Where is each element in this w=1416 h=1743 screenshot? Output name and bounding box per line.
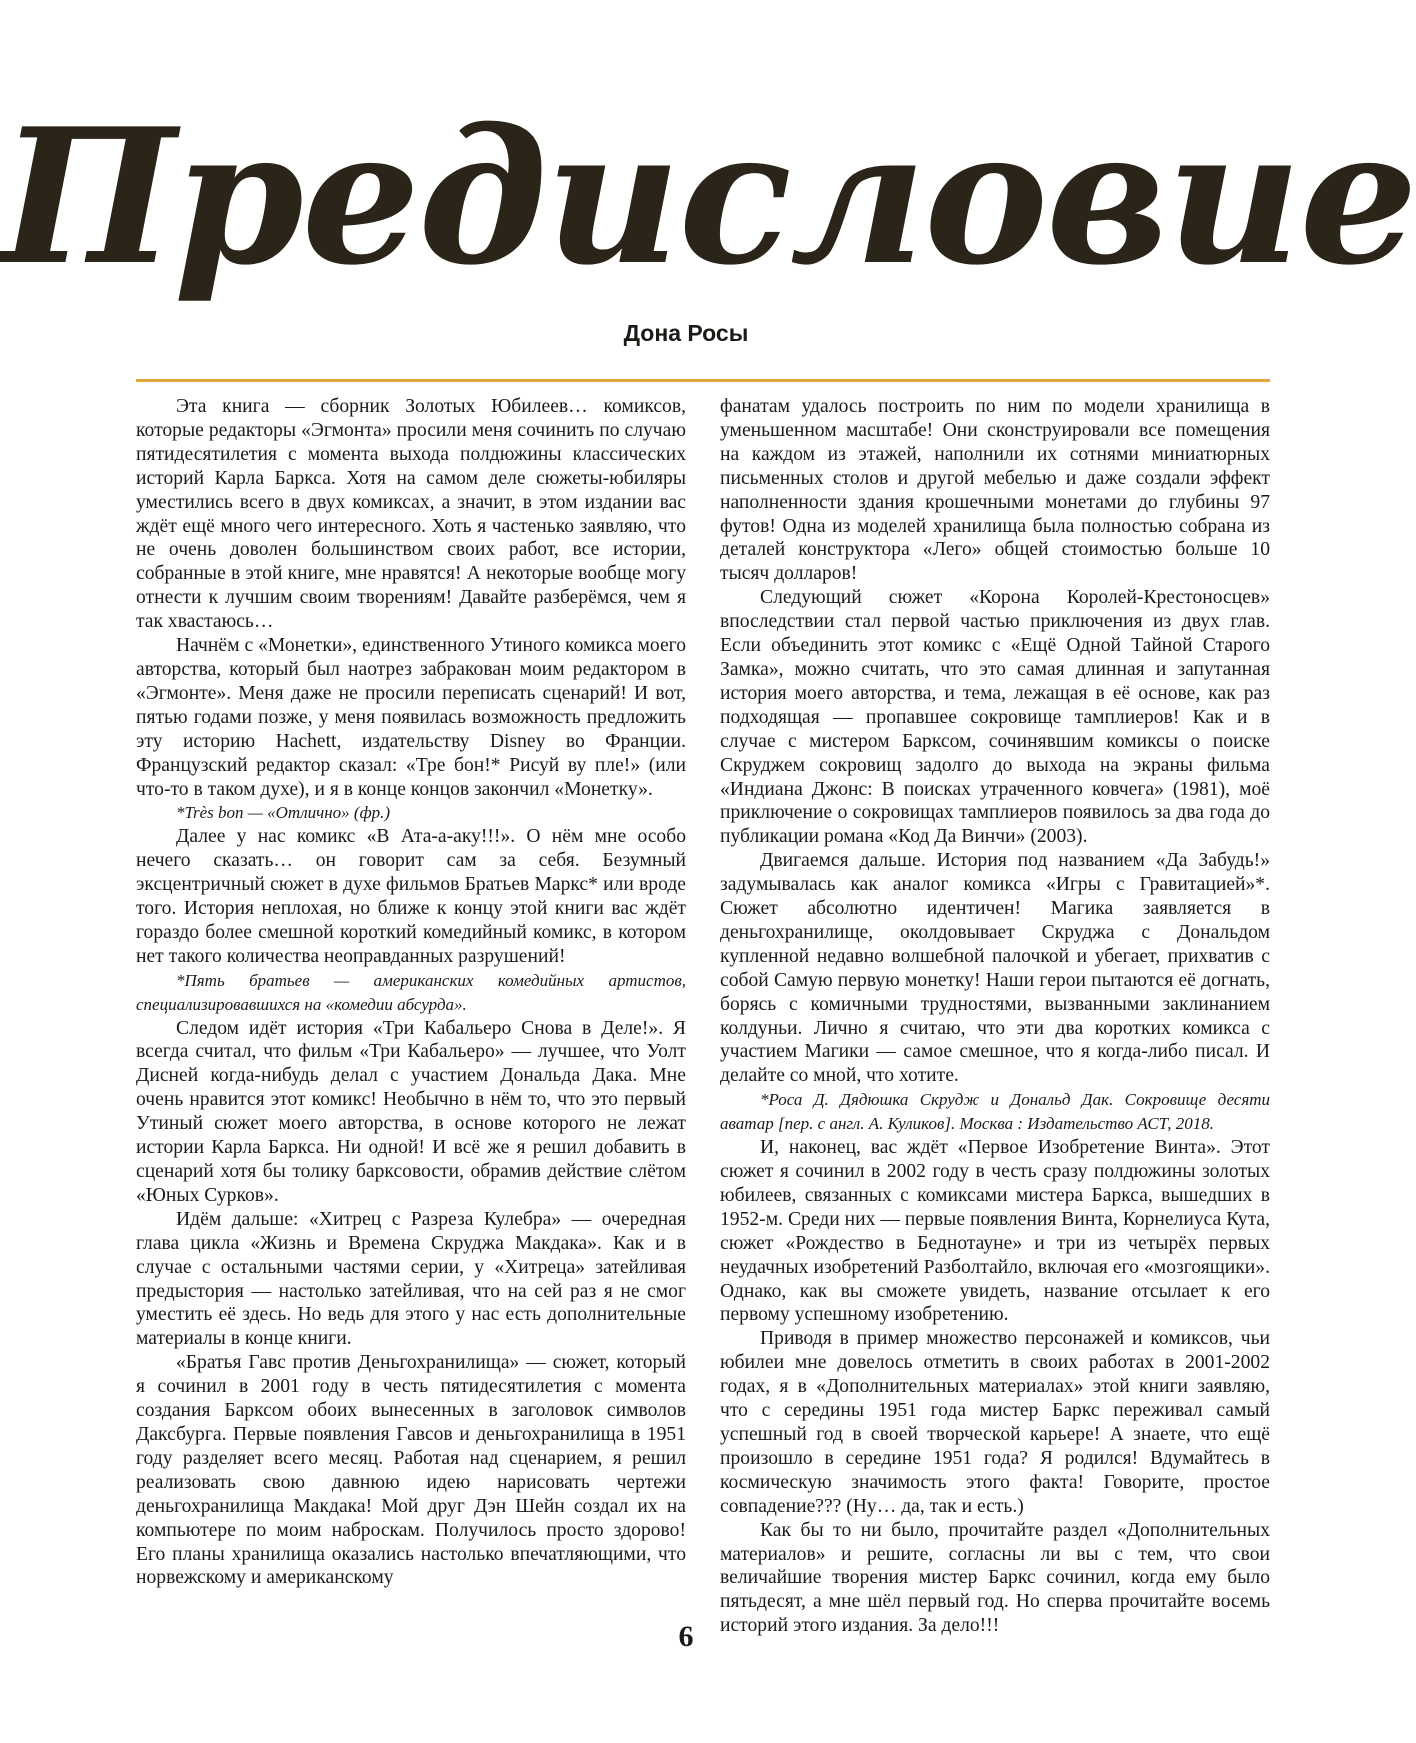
paragraph: Следом идёт история «Три Кабальеро Снова в Деле!». Я всегда считал, что фильм «Три Кабальеро» — лучшее, что Уолт Дисней когда-нибудь делал с участием Дональда Дака. Мне очень нравится этот комикс! Необычно в нём то, что это первый Утиный сюжет моего авторства, в основе которого не лежат истории Карла Баркса. Ни одной! И всё же я решил добавить в сценарий хотя бы толику барксовости, обрамив действие слётом «Юных Сурков». bbox=[136, 1017, 686, 1206]
paragraph: «Братья Гавс против Деньгохранилища» — сюжет, который я сочинил в 2001 году в честь пятидесятилетия с момента создания Барксом обоих вынесенных в заголовок символов Даксбурга. Первые появления Гавсов и деньгохранилища в 1951 году разделяет всего месяц. Работая над сценарием, я решил реализовать свою давнюю идею нарисовать чертежи деньгохранилища Макдака! Мой друг Дэн Шейн создал их на компьютере по моим наброскам. Получилось просто здорово! Его планы хранилища оказались настолько впечатляющими, что норвежскому и американскому bbox=[136, 1352, 686, 1589]
paragraph: Эта книга — сборник Золотых Юбилеев… комиксов, которые редакторы «Эгмонта» просили меня сочинить по случаю пятидесятилетия с момента выхода полдюжины классических историй Карла Баркса. Хотя на самом деле сюжеты-юбиляры уместились всего в двух комиксах, а значит, в этом издании вас ждёт ещё много чего интересного. Хоть я частенько заявляю, что не очень доволен большинством своих работ, все истории, собранные в этой книге, мне нравятся! А некоторые вообще могу отнести к лучшим своим творениям! Давайте разберёмся, чем я так хвастаюсь… bbox=[136, 396, 686, 633]
paragraph: Начнём с «Монетки», единственного Утиного комикса моего авторства, который был наотрез забракован моим редактором в «Эгмонте». Меня даже не просили переписать сценарий! И вот, пятью годами позже, у меня появилась возможность предложить эту историю Hachett, издательству Disney во Франции. Французский редактор сказал: «Тре бон!* Рисуй ву пле!» (или что-то в таком духе), и я в конце концов закончил «Монетку». bbox=[136, 635, 686, 800]
paragraph: Далее у нас комикс «В Ата-а-аку!!!». О нём мне особо нечего сказать… он говорит сам за себя. Безумный эксцентричный сюжет в духе фильмов Братьев Маркс* или вроде того. История неплохая, но ближе к концу этой книги вас ждёт гораздо более смешной короткий комедийный комикс, в котором нет такого количества неоправданных разрушений! bbox=[136, 826, 686, 967]
footnote: *Пять братьев — американских комедийных артистов, специализировавшихся на «комедии абсурда». bbox=[136, 970, 686, 1014]
footnote: *Très bon — «Отлично» (фр.) bbox=[176, 803, 391, 823]
title-divider bbox=[136, 379, 1270, 382]
paragraph: Следующий сюжет «Корона Королей-Крестоносцев» впоследствии стал первой частью приключения из двух глав. Если объединить этот комикс с «Ещё Одной Тайной Старого Замка», можно считать, что это самая длинная и запутанная история моего авторства, и тема, лежащая в её основе, как раз подходящая — пропавшее сокровище тамплиеров! Как и в случае с мистером Барксом, сочинявшим комиксы о поиске Скруджем сокровищ задолго до выхода на экраны фильма «Индиана Джонс: В поисках утраченного ковчега» (1981), моё приключение о сокровищах тамплиеров появилось за два года до публикации романа «Код Да Винчи» (2003). bbox=[720, 587, 1270, 848]
footnote: *Роса Д. Дядюшка Скрудж и Дональд Дак. Сокровище десяти аватар [пер. с англ. А. Куликов]. Москва : Издательство АСТ, 2018. bbox=[720, 1090, 1270, 1134]
paragraph: Двигаемся дальше. История под названием «Да Забудь!» задумывалась как аналог комикса «Игры с Гравитацией»*. Сюжет абсолютно идентичен! Магика заявляется в деньгохранилище, околдовывает Скруджа с Дональдом купленной недавно волшебной палочкой и убегает, прихватив с собой Самую первую монетку! Наши герои пытаются её догнать, борясь с комичными трудностями, вызванными заклинанием колдуньи. Лично я считаю, что эти два коротких комикса с участием Магики — самое смешное, что я когда-либо писал. И делайте со мной, что хотите. bbox=[720, 850, 1270, 1087]
paragraph: Как бы то ни было, прочитайте раздел «Дополнительных материалов» и решите, согласны ли вы с тем, что свои величайшие творения мистер Баркс сочинил, когда ему было пятьдесят, а мне шёл первый год. Но сперва прочитайте восемь историй этого издания. За дело!!! bbox=[720, 1519, 1270, 1637]
paragraph: Идём дальше: «Хитрец с Разреза Кулебра» — очередная глава цикла «Жизнь и Времена Скруджа Макдака». Как и в случае с остальными частями серии, у «Хитреца» затейливая предыстория — настолько затейливая, что на сей раз я не смог уместить её здесь. Но ведь для этого у нас есть дополнительные материалы в конце книги. bbox=[136, 1208, 686, 1350]
paragraph-continued: фанатам удалось построить по ним по модели хранилища в уменьшенном масштабе! Они сконструировали все помещения на каждом из этажей, наполнили их сотнями миниатюрных письменных столов и другой мебелью и даже создали эффект наполненности здания крошечными монетами до глубины 97 футов! Одна из моделей хранилища была полностью собрана из деталей конструктора «Лего» общей стоимостью больше 10 тысяч долларов! bbox=[720, 396, 1270, 585]
paragraph: Приводя в пример множество персонажей и комиксов, чьи юбилеи мне довелось отметить в своих работах в 2001-2002 годах, я в «Дополнительных материалах» этой книги заявляю, что с середины 1951 года мистер Баркс переживал самый успешный год в своей творческой карьере! А знаете, что ещё произошло в середине 1951 года? Я родился! Вдумайтесь в космическую значимость этого факта! Говорите, простое совпадение??? (Ну… да, так и есть.) bbox=[720, 1328, 1270, 1517]
paragraph: И, наконец, вас ждёт «Первое Изобретение Винта». Этот сюжет я сочинил в 2002 году в честь сразу полдюжины золотых юбилеев, связанных с комиксами мистера Баркса, вышедших в 1952-м. Среди них — первые появления Винта, Корнелиуса Кута, сюжет «Рождество в Беднотауне» и три из четырёх первых неудачных изобретений Разболтайло, включая его «мозгоящики». Однако, как вы сможете увидеть, название отсылает к его первому успешному изобретению. bbox=[720, 1137, 1270, 1326]
author-byline: Дона Росы bbox=[623, 320, 749, 346]
text-column-left bbox=[136, 395, 686, 1605]
text-column-right bbox=[720, 395, 1270, 1637]
page-title: Предисловие bbox=[0, 87, 1416, 306]
page-number: 6 bbox=[678, 1620, 694, 1653]
